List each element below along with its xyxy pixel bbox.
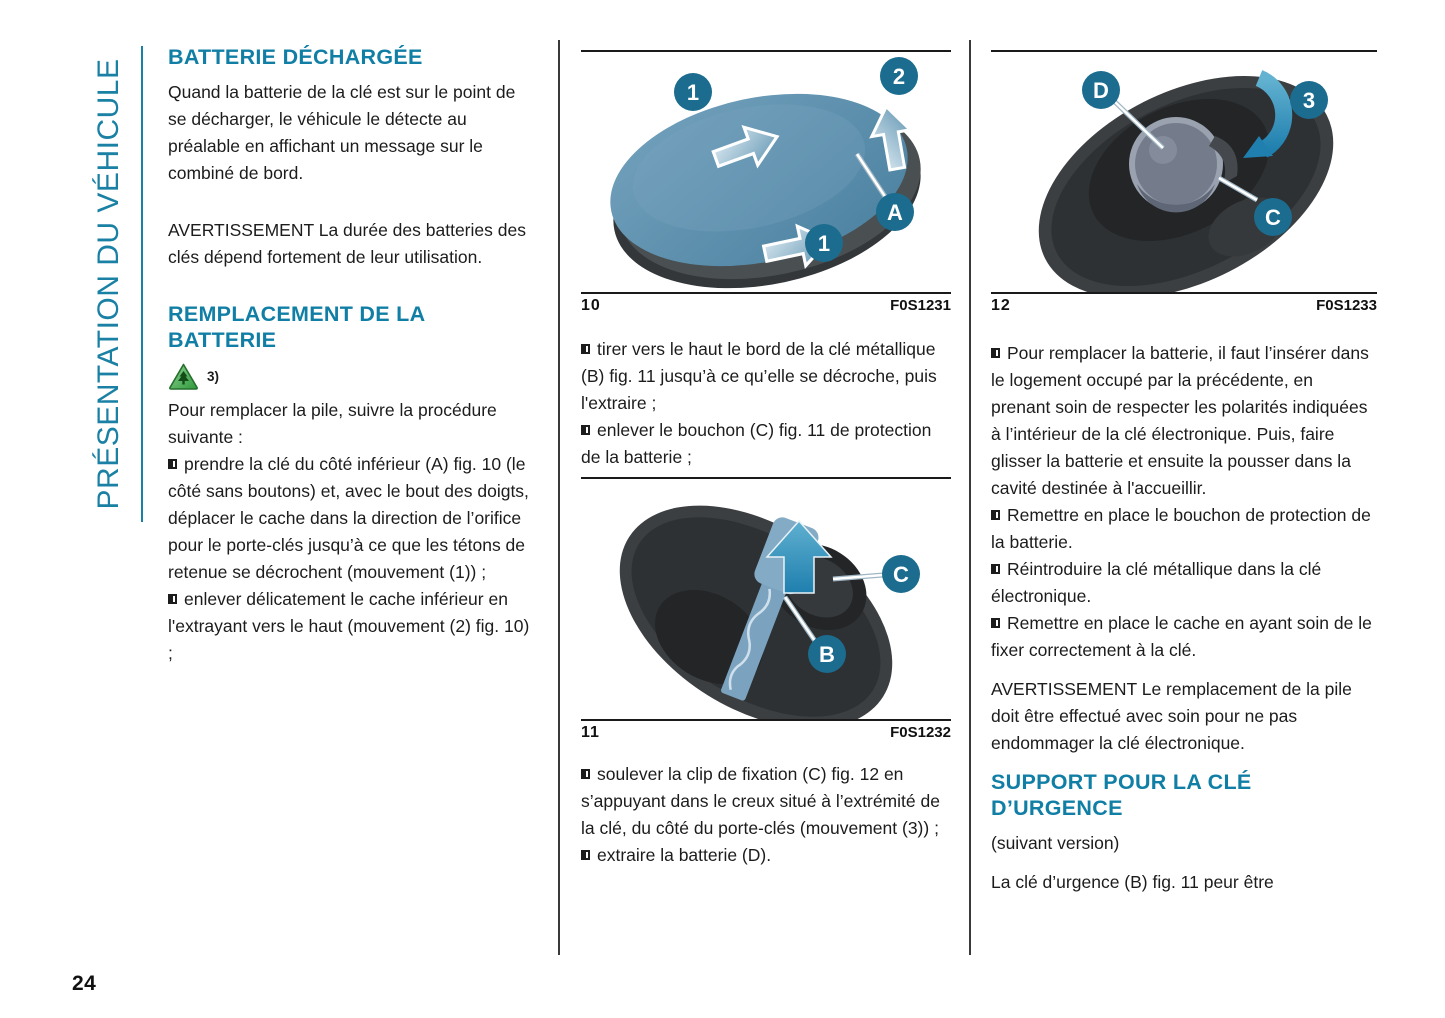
section-heading-remplacement-batterie: REMPLACEMENT DE LA BATTERIE: [168, 302, 426, 353]
warning-paragraph: AVERTISSEMENT Le remplacement de la pile doit être effectué avec soin pour ne pas endommager la clé électronique.: [991, 679, 1352, 753]
square-bullet-icon: [991, 618, 1000, 628]
square-bullet-icon: [991, 348, 1000, 358]
figure-label-circle-a: [876, 193, 914, 231]
key-fob-cover-illustration: [581, 52, 951, 292]
figure-number: 10: [581, 297, 601, 314]
svg-text:C: C: [1265, 205, 1281, 230]
eco-note-reference: 3): [207, 368, 220, 384]
square-bullet-icon: [991, 510, 1000, 520]
svg-text:A: A: [887, 200, 903, 225]
paragraph: La clé d’urgence (B) fig. 11 peur être: [991, 872, 1274, 893]
column-1: [168, 44, 536, 667]
square-bullet-icon: [168, 594, 177, 604]
figure-label-circle-2: [880, 57, 918, 95]
square-bullet-icon: [991, 564, 1000, 574]
environment-tree-icon: [168, 363, 199, 390]
square-bullet-icon: [581, 425, 590, 435]
page-number: 24: [72, 972, 97, 995]
key-fob-battery-compartment-illustration: [991, 52, 1377, 292]
figure-label-circle-d: [1082, 71, 1120, 109]
figure-label-circle-1b: [805, 224, 843, 262]
bullet-item: prendre la clé du côté inférieur (A) fig. 10 (le côté sans boutons) et, avec le bout des doigts, déplacer le cache dans la direction de l’orifice pour le porte-clés jusqu’à ce que les tétons de retenue se décrochent (mouvement (1)) ;: [168, 453, 529, 582]
svg-text:3: 3: [1302, 88, 1316, 113]
square-bullet-icon: [168, 459, 177, 469]
bullet-item: Réintroduire la clé métallique dans la clé électronique.: [991, 559, 1322, 606]
bullet-item: Pour remplacer la batterie, il faut l’insérer dans le logement occupé par la précédente, en prenant soin de respecter les polarités indiquées à l’intérieur de la clé électronique. Puis, faire glisser la batterie et ensuite la pousser dans la cavité destinée à l'accueillir.: [991, 343, 1369, 498]
svg-text:C: C: [893, 562, 909, 587]
figure-number: 12: [991, 297, 1011, 314]
figure-label-circle-c: [1254, 198, 1292, 236]
figure-code: F0S1232: [890, 724, 951, 741]
chapter-sidebar-label: PRÉSENTATION DU VÉHICULE: [92, 58, 125, 510]
svg-text:2: 2: [892, 64, 906, 89]
section-heading-support-cle-urgence: SUPPORT POUR LA CLÉ D’URGENCE: [991, 770, 1252, 821]
figure-11-image: [581, 479, 951, 719]
figure-label-circle-1a: [674, 73, 712, 111]
column-divider-2: [969, 40, 971, 955]
figure-12: [991, 50, 1377, 318]
figure-label-circle-3: [1290, 81, 1328, 119]
version-note: (suivant version): [991, 833, 1120, 854]
paragraph: Pour remplacer la pile, suivre la procédure suivante :: [168, 399, 497, 447]
square-bullet-icon: [581, 344, 590, 354]
figure-11: [581, 477, 951, 745]
eco-note-row: [168, 363, 536, 390]
figure-11-caption: [581, 719, 951, 745]
square-bullet-icon: [581, 769, 590, 779]
figure-label-circle-b: [808, 635, 846, 673]
column-3: [991, 44, 1377, 896]
bullet-item: extraire la batterie (D).: [581, 842, 951, 869]
figure-10-caption: [581, 292, 951, 318]
svg-text:1: 1: [686, 80, 700, 105]
figure-code: F0S1231: [890, 297, 951, 314]
figure-12-image: [991, 52, 1377, 292]
bullet-item: enlever le bouchon (C) fig. 11 de protection de la batterie ;: [581, 420, 932, 467]
bullet-item: Remettre en place le cache en ayant soin de le fixer correctement à la clé.: [991, 613, 1372, 660]
bullet-item: soulever la clip de fixation (C) fig. 12 en s’appuyant dans le creux situé à l’extrémité de la clé, du côté du porte-clés (mouvement (3)) ;: [581, 764, 940, 838]
paragraph: Quand la batterie de la clé est sur le point de se décharger, le véhicule le détecte au préalable en affichant un message sur le combiné de bord.: [168, 82, 516, 184]
svg-text:1: 1: [817, 231, 831, 256]
figure-12-caption: [991, 292, 1377, 318]
figure-code: F0S1233: [1316, 297, 1377, 314]
svg-text:B: B: [819, 642, 835, 667]
column-2: [581, 44, 951, 869]
square-bullet-icon: [581, 850, 590, 860]
figure-10-image: [581, 52, 951, 292]
bullet-item: enlever délicatement le cache inférieur en l'extrayant vers le haut (mouvement (2) fig. 10) ;: [168, 588, 530, 663]
bullet-item: Remettre en place le bouchon de protection de la batterie.: [991, 505, 1371, 552]
bullet-item: tirer vers le haut le bord de la clé métallique (B) fig. 11 jusqu’à ce qu’elle se décroche, puis l'extraire ;: [581, 339, 937, 413]
svg-text:D: D: [1093, 78, 1109, 103]
figure-label-circle-c: [882, 555, 920, 593]
section-heading-batterie-dechargee: BATTERIE DÉCHARGÉE: [168, 45, 423, 69]
column-divider-1: [558, 40, 560, 955]
figure-10: [581, 50, 951, 318]
key-fob-open-with-metal-key-illustration: [581, 479, 951, 719]
figure-number: 11: [581, 724, 600, 741]
sidebar-rule: [141, 46, 143, 522]
warning-paragraph: AVERTISSEMENT La durée des batteries des clés dépend fortement de leur utilisation.: [168, 220, 526, 268]
